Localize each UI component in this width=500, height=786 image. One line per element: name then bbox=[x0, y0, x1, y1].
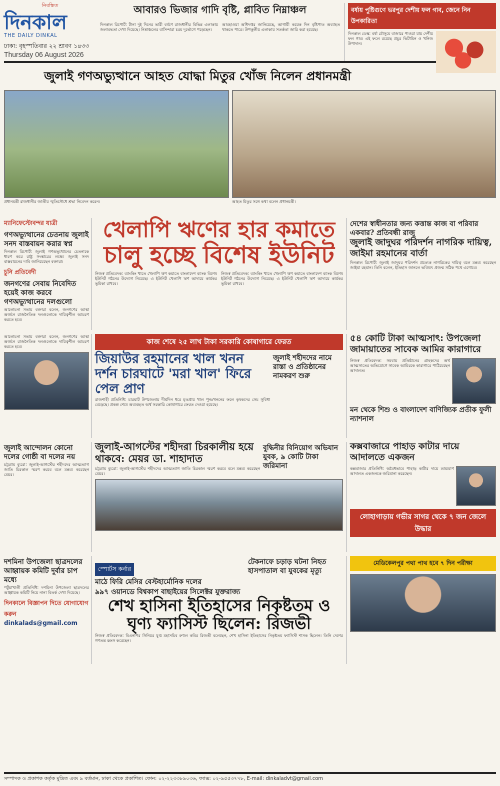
masthead bbox=[4, 3, 496, 63]
sidebar-tag-2: চুনি প্রতিবেদী bbox=[4, 269, 36, 276]
coxsbazar-portrait bbox=[456, 466, 496, 506]
exam-notice-box[interactable]: মেডিকেলপুর পথা পাথ হবে ৭ দিন পরীক্ষা bbox=[350, 556, 496, 571]
fisher-rescue-kicker[interactable]: লোহাগাড়ায় গভীর সাগর থেকে ৭ জন জেলে উদ্ধার bbox=[350, 509, 496, 537]
left-sidebar-3 bbox=[4, 442, 92, 552]
canal-story bbox=[95, 334, 343, 438]
chhatradal-text: পটুয়াখালী প্রতিনিধি: দশমিনা উপজেলা ছাত্রদলের আহ্বায়ক কমিটি নিয়ে নানা বিতর্ক দেখা দিয়েছে। bbox=[4, 585, 89, 595]
sidebar-headline[interactable]: গণঅভ্যুত্থানের চেতনায় জুলাই সনদ বাস্তবায়ন করার স্বপ্ন bbox=[4, 230, 89, 248]
fraud-quote: মন থেকে শিশু ও বাংলাদেশ বাণিজ্যিক প্রতীক ফুলী ন্যাশনাল bbox=[350, 405, 492, 423]
sidebar-portrait bbox=[4, 352, 89, 410]
exam-notice bbox=[346, 556, 496, 664]
khelapi-text: নিজস্ব প্রতিবেদক: ব্যাংকিং খাতে খেলাপি ঋণ কমাতে বাংলাদেশ ব্যাংক বিশেষ ইউনিট গঠনের উদ্যোগ নিয়েছে। এ ইউনিট খেলাপি ঋণ আদায়ে কার্যকর ভূমিকা রাখবে। bbox=[95, 271, 217, 286]
sidebar-tag: ম্যানিফেস্টোবন্দর যাত্রী bbox=[4, 220, 58, 227]
section-four bbox=[4, 334, 496, 438]
middle-section bbox=[4, 218, 496, 330]
rizvi-section bbox=[95, 556, 343, 664]
khelapi-text-2: নিজস্ব প্রতিবেদক: ব্যাংকিং খাতে খেলাপি ঋণ কমাতে বাংলাদেশ ব্যাংক বিশেষ ইউনিট গঠনের উদ্যোগ নিয়েছে। এ ইউনিট খেলাপি ঋণ আদায়ে কার্যকর ভূমিকা রাখবে। bbox=[221, 271, 343, 286]
fraud-story bbox=[346, 334, 496, 438]
chhatradal-headline[interactable]: দশমিনা উপজেলা ছাত্রদলের আহ্বায়ক কমিটি দুর্বার চাপ মধ্যে bbox=[4, 557, 83, 584]
july-movement-text: চট্টগ্রাম ব্যুরো: জুলাই-আগস্টের শহীদদের আত্মত্যাগ জাতি চিরকাল স্মরণ করবে বলে মন্তব্য করেছেন মেয়র। bbox=[4, 462, 89, 477]
fraud-text: নিজস্ব প্রতিবেদক: সমবায় প্রতিষ্ঠানের গ্রাহকদের অর্থ আত্মসাতের অভিযোগে সাবেক আমিরকে কারাগারে পাঠিয়েছেন আদালত। bbox=[350, 358, 450, 373]
top-story-headline[interactable]: আবারও ভিজার গাদি বৃষ্টি, প্লাবিত নিম্নাঞ্চল bbox=[133, 5, 307, 16]
press-photo bbox=[95, 479, 343, 531]
sidebar-headline-2[interactable]: জনগণের সেবায় নিবেদিত হয়েই কাজ করবে গণঅভ্যুত্থানের দলগুলো bbox=[4, 279, 77, 306]
fruit-feature-headline[interactable]: বর্ষায় পুষ্টিগুণে ভরপুর দেশীয় ফল গাব, জেনে নিন উপকারিতা bbox=[348, 3, 496, 29]
ad-email[interactable]: dinkalads@gmail.com bbox=[4, 620, 78, 627]
sidebar-text-2: আলোচনা সভায় বক্তারা বলেন, জনগণের আস্থা অর্জনে রাজনৈতিক দলগুলোকে দায়িত্বশীল আচরণ করতে হবে। bbox=[4, 307, 89, 322]
memorial-photo bbox=[4, 90, 229, 198]
lead-story bbox=[4, 66, 496, 214]
ad-headline: দিনকালে বিজ্ঞাপন দিতে যোগাযোগ করুন bbox=[4, 600, 89, 618]
date-english: Thursday 06 August 2026 bbox=[4, 52, 84, 59]
rizvi-text: নিজস্ব প্রতিবেদক: বিএনপির সিনিয়র যুগ্ম মহাসচিব রুহুল কবির রিজভী বলেছেন, শেখ হাসিনা ইতিহাসের নিকৃষ্টতম ফ্যাসিস্ট শাসক ছিলেন। তিনি দেশের গণতন্ত্র ধ্বংস করেছেন। bbox=[95, 633, 343, 643]
exam-photo bbox=[350, 574, 496, 632]
khelapi-headline-line1[interactable]: খেলাপি ঋণের হার কমাতে bbox=[102, 217, 336, 243]
section-five bbox=[4, 442, 496, 552]
mayor-headline[interactable]: জুলাই-আগস্টের শহীদরা চিরকালীয় হয়ে থাকবে: মেয়র ডা. শাহাদাত bbox=[95, 442, 254, 465]
accident-headline[interactable]: টেকনাফে চড়াড় ঘটনা নিহত হাসপাতাল বা যুবকের মৃত্যু bbox=[248, 557, 327, 575]
khelapi-headline-line2[interactable]: চালু হচ্ছে বিশেষ ইউনিট bbox=[103, 240, 335, 269]
logo-english: THE DAILY DINKAL bbox=[4, 33, 58, 39]
canal-headline[interactable]: জিয়াউর রহমানের খাল খনন দর্শন চারঘাটে 'মরা খাল' ফিরে পেল প্রাণ bbox=[95, 352, 252, 397]
registered-tag: নিবন্ধিত bbox=[41, 3, 59, 9]
date-bangla: ঢাকা: বৃহস্পতিবার ২২ শ্রাবণ ১৪৩৩ bbox=[4, 43, 90, 50]
investment-headline[interactable]: বুদ্ধিনীর বিনিয়োগ অভিযান যুবক, ৯ কোটি টাকা জরিমানা bbox=[263, 443, 339, 470]
top-story-column-2: আবহাওয়া অধিদপ্তর জানিয়েছে, আগামী কয়েক দিন বৃষ্টিপাত অব্যাহত থাকতে পারে। উপকূলীয় এলাকায় সতর্কতা জারি করা হয়েছে। bbox=[222, 22, 340, 32]
lead-headline[interactable]: জুলাই গণঅভ্যুত্থানে আহত যোদ্ধা মিতুর খোঁজ নিলেন প্রধানমন্ত্রী bbox=[44, 69, 352, 83]
hospital-visit-photo bbox=[232, 90, 496, 198]
newspaper-logo[interactable]: দিনকাল bbox=[4, 10, 67, 34]
canal-kicker: কাজ শেষে ২৫ লাখ টাকা সরকারি কোষাগারে ফেরত bbox=[95, 334, 343, 350]
fruit-feature bbox=[344, 3, 496, 61]
mayor-story bbox=[95, 442, 343, 552]
sports-corner-label[interactable]: স্পোর্টস কর্নার bbox=[95, 563, 134, 576]
coxsbazar-headline[interactable]: কক্সবাজারে পাহাড় কাটার দায়ে আদালতে একজন bbox=[350, 442, 460, 463]
left-sidebar bbox=[4, 218, 92, 330]
imprint-footer: সম্পাদক ও প্রকাশক কর্তৃক মুদ্রিত এবং ৯ বর্তমান, ঢাকা থেকে প্রকাশিত। ফোন: ০২-২২৩৩৮৯০৩৬, ফ্যাক্স: ০২-৯৫৫৩৭৭৮, E-mail: dinkaladvt@gmail.com bbox=[4, 772, 496, 783]
bottom-section bbox=[4, 556, 496, 664]
left-sidebar-4 bbox=[4, 556, 92, 664]
coxsbazar-story bbox=[346, 442, 496, 552]
fraud-headline[interactable]: ৫৪ কোটি টাকা আত্মসাৎ: উপজেলা জামায়াতের সাবেক আমির কারাগারে bbox=[350, 334, 481, 355]
right-small-headline[interactable]: দেশের স্বাধীনতার জন্য কত্তান্ত কাজ বা পরিবার একবার? প্রতিবন্ধী রাজু bbox=[350, 219, 479, 237]
sports-headline[interactable]: মাঠে ফিরি মেসির বেস্টহার্মোনিক দলের bbox=[95, 577, 202, 586]
rizvi-headline[interactable]: শেখ হাসিনা ইতিহাসের নিকৃষ্টতম ও ঘৃণ্য ফ্যাসিস্ট ছিলেন: রিজভী bbox=[107, 596, 331, 633]
jaima-headline[interactable]: জুলাই জাদুঘর পরিদর্শন নাগরিক দায়িত্ব, জাইমা রহমানের বার্তা bbox=[350, 238, 492, 259]
hospital-visit-caption: আহত মিতুর সঙ্গে কথা বলেন প্রধানমন্ত্রী। bbox=[232, 199, 296, 204]
right-column bbox=[346, 218, 496, 330]
khelapi-story bbox=[95, 218, 343, 330]
mayor-text: চট্টগ্রাম ব্যুরো: জুলাই-আগস্টের শহীদদের আত্মত্যাগ জাতি চিরকাল স্মরণ করবে বলে মন্তব্য করেছেন মেয়র। bbox=[95, 466, 260, 476]
left-sidebar-2 bbox=[4, 334, 92, 438]
sidebar-text: দিনকাল রিপোর্ট: জুলাই গণঅভ্যুত্থানের চেতনাকে ধারণ করে রাষ্ট্র সংস্কারের লক্ষ্যে জুলাই সনদ বাস্তবায়নের দাবি জানিয়েছেন বক্তারা। bbox=[4, 249, 89, 264]
sports-headline-2[interactable]: ৯৯৭ ওয়ানডে বিশ্বকাপ বাছাইয়ের সিলেক্টর যুক্তরাজ্য bbox=[95, 587, 241, 596]
canal-text: রাজশাহী প্রতিনিধি: চারঘাট উপজেলায় দীর্ঘদিন ধরে মৃতপ্রায় খাল পুনঃখননের ফলে কৃষকদের সেচ সুবিধা বেড়েছে। প্রকল্প শেষে অব্যবহৃত অর্থ সরকারি কোষাগারে ফেরত দেওয়া হয়েছে। bbox=[95, 397, 270, 407]
fruit-feature-text: দিনকাল ডেস্ক: বর্ষা মৌসুমে বাজারে পাওয়া যায় দেশীয় ফল গাব। এই ফলে রয়েছে প্রচুর ভিটামিন ও খনিজ উপাদান। bbox=[348, 31, 433, 46]
top-story bbox=[96, 3, 344, 61]
top-story-column-1: দিনকাল রিপোর্ট: টানা দুই দিনের ভারী বর্ষণে রাজধানীর বিভিন্ন এলাকায় জলাবদ্ধতা দেখা দিয়েছে। নিম্নাঞ্চলের বাসিন্দারা চরম দুর্ভোগে পড়েছেন। bbox=[100, 22, 218, 32]
july-movement-headline[interactable]: জুলাই আন্দোলন কোনো দলের গোষ্ঠী বা দলের নয় bbox=[4, 443, 76, 461]
coxsbazar-text: কক্সবাজার প্রতিনিধি: অবৈধভাবে পাহাড় কাটার দায়ে ভ্রাম্যমাণ আদালত একজনকে জরিমানা করেছেন। bbox=[350, 466, 454, 476]
martyrs-naming-headline[interactable]: জুলাই শহীদদের নামে রাস্তা ও প্রতিষ্ঠানের নামকরণ শুরু bbox=[273, 353, 332, 380]
logo-block bbox=[4, 3, 96, 61]
jaima-text: দিনকাল রিপোর্ট: জুলাই জাদুঘর পরিদর্শন প্রত্যেক নাগরিকের দায়িত্ব বলে মন্তব্য করেছেন জাইমা রহমান। তিনি বলেন, ইতিহাস জানলে ভবিষ্যৎ প্রজন্ম সঠিক পথে এগোবে। bbox=[350, 260, 496, 270]
sidebar-continued: আলোচনা সভায় বক্তারা বলেন, জনগণের আস্থা অর্জনে রাজনৈতিক দলগুলোকে দায়িত্বশীল আচরণ করতে হবে। bbox=[4, 334, 89, 349]
fraud-portrait bbox=[452, 358, 496, 404]
memorial-photo-caption: প্রধানমন্ত্রী রাজধানীর জাতীয় স্মৃতিসৌধে শ্রদ্ধা নিবেদন করেন। bbox=[4, 199, 101, 204]
